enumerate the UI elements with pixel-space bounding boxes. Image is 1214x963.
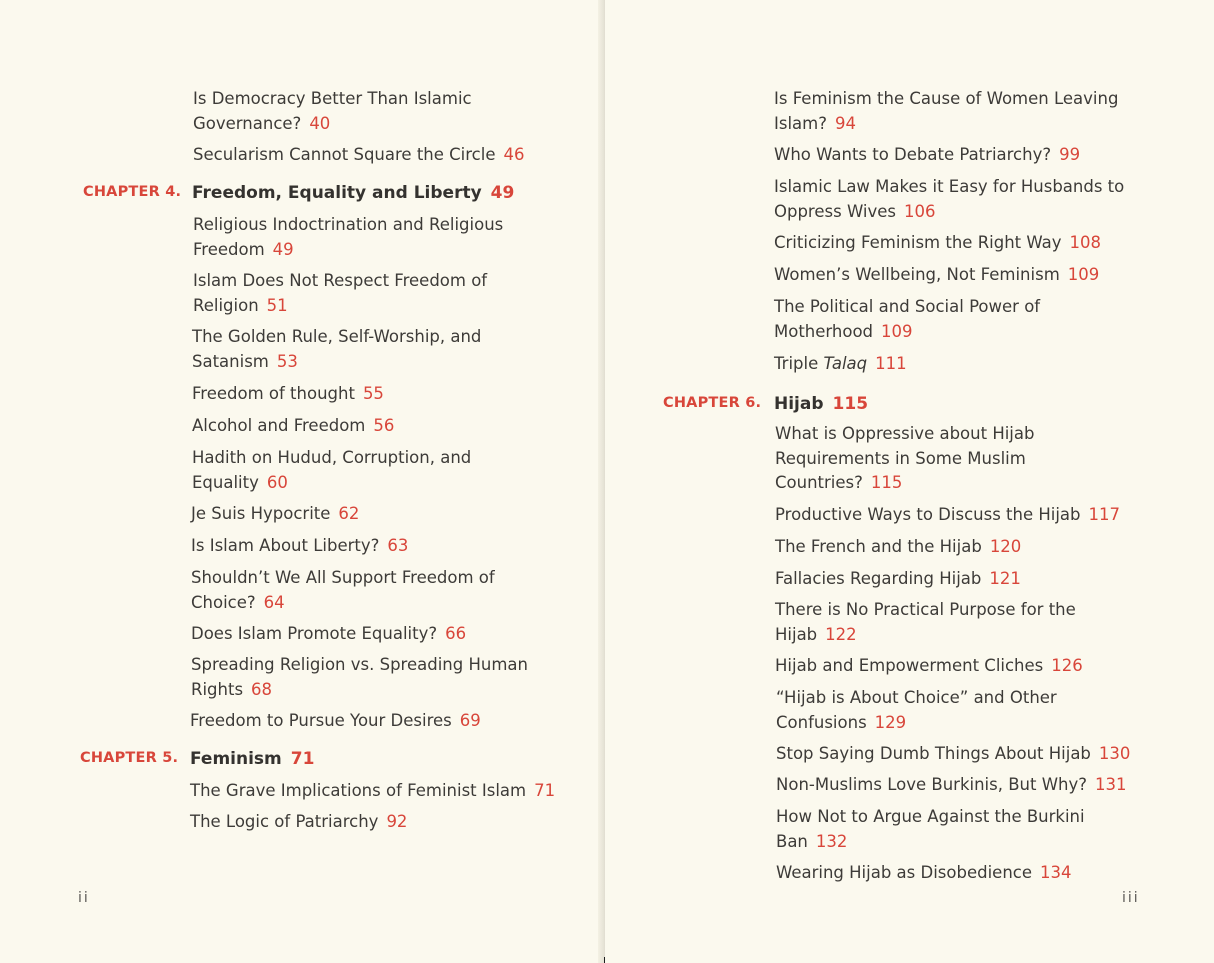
entry-page-number: 106 — [904, 201, 936, 221]
toc-entry — [774, 175, 1129, 224]
entry-title: Is Islam About Liberty? — [191, 536, 380, 555]
entry-title: Non-Muslims Love Burkinis, But Why? — [776, 775, 1087, 794]
entry-title: Women’s Wellbeing, Not Feminism — [774, 265, 1060, 284]
toc-entry — [190, 779, 590, 804]
entry-title: What is Oppressive about Hijab Requirements in Some Muslim Countries? — [775, 424, 1035, 492]
entry-page-number: 69 — [459, 711, 481, 730]
chapter-label: CHAPTER 5. — [80, 750, 179, 766]
toc-entry — [774, 87, 1124, 136]
toc-entry — [193, 87, 523, 136]
toc-entry — [191, 534, 551, 559]
toc-entry — [776, 805, 1096, 854]
entry-title: Secularism Cannot Square the Circle — [193, 145, 496, 164]
entry-title: Does Islam Promote Equality? — [191, 624, 438, 643]
entry-title: Who Wants to Debate Patriarchy? — [774, 145, 1052, 164]
chapter-page-number: 115 — [832, 394, 869, 414]
entry-title-prefix: Triple — [774, 354, 819, 373]
toc-entry — [775, 535, 1175, 560]
toc-entry — [775, 654, 1195, 679]
entry-page-number: 92 — [386, 812, 408, 831]
entry-title: Freedom of thought — [192, 384, 355, 403]
toc-entry — [192, 446, 492, 495]
entry-title: Wearing Hijab as Disobedience — [776, 863, 1033, 882]
entry-page-number: 46 — [503, 145, 525, 164]
toc-entry — [191, 566, 511, 615]
entry-page-number: 53 — [276, 351, 298, 371]
entry-title-italic: Talaq — [823, 354, 868, 373]
entry-page-number: 122 — [825, 624, 857, 644]
entry-title: Spreading Religion vs. Spreading Human Rights — [191, 655, 528, 699]
entry-page-number: 49 — [272, 239, 294, 259]
entry-page-number: 55 — [362, 384, 384, 403]
toc-entry — [193, 269, 503, 318]
entry-page-number: 68 — [251, 679, 273, 699]
entry-title: Islamic Law Makes it Easy for Husbands to Oppress Wives — [774, 177, 1125, 221]
toc-entry — [774, 231, 1174, 256]
toc-entry — [190, 810, 550, 835]
entry-page-number: 109 — [881, 321, 913, 341]
chapter-title — [774, 394, 868, 414]
left-page — [0, 0, 603, 963]
entry-title: Productive Ways to Discuss the Hijab — [775, 505, 1081, 524]
entry-title: Stop Saying Dumb Things About Hijab — [776, 744, 1091, 763]
toc-entry — [776, 773, 1206, 798]
entry-page-number: 40 — [309, 113, 331, 133]
chapter-title-text: Feminism — [190, 749, 282, 769]
chapter-title — [192, 183, 514, 203]
entry-title: There is No Practical Purpose for the Hijab — [775, 600, 1076, 644]
entry-title: Is Feminism the Cause of Women Leaving Islam? — [774, 89, 1119, 133]
toc-entry — [774, 143, 1154, 168]
entry-title: The Golden Rule, Self-Worship, and Satanism — [192, 327, 482, 371]
entry-title: The Political and Social Power of Motherhood — [774, 297, 1041, 341]
toc-entry — [192, 414, 552, 439]
toc-entry — [776, 861, 1196, 886]
toc-entry — [775, 422, 1075, 496]
entry-page-number: 64 — [263, 592, 285, 612]
entry-page-number: 109 — [1067, 265, 1100, 284]
entry-page-number: 120 — [989, 537, 1022, 556]
entry-page-number: 51 — [266, 295, 288, 315]
entry-page-number: 108 — [1069, 233, 1102, 252]
entry-page-number: 111 — [875, 354, 907, 373]
entry-title: How Not to Argue Against the Burkini Ban — [776, 807, 1085, 851]
entry-page-number: 94 — [835, 113, 856, 133]
entry-title: The Logic of Patriarchy — [190, 812, 379, 831]
entry-title: Islam Does Not Respect Freedom of Religion — [193, 271, 488, 315]
entry-page-number: 121 — [989, 569, 1021, 588]
entry-page-number: 131 — [1095, 775, 1127, 794]
entry-title: Je Suis Hypocrite — [191, 504, 331, 523]
entry-page-number: 115 — [870, 473, 903, 492]
entry-title: Freedom to Pursue Your Desires — [190, 711, 452, 730]
entry-page-number: 126 — [1051, 656, 1083, 675]
toc-entry — [193, 213, 523, 262]
toc-entry — [192, 325, 502, 374]
entry-title: Fallacies Regarding Hijab — [775, 569, 982, 588]
entry-title: The French and the Hijab — [775, 537, 982, 556]
entry-page-number: 134 — [1040, 863, 1072, 882]
chapter-title — [190, 749, 314, 769]
chapter-page-number: 49 — [490, 183, 515, 203]
page-number-footer: iii — [1122, 890, 1140, 906]
toc-entry — [191, 502, 551, 527]
page-number-footer: ii — [78, 890, 90, 906]
entry-title: Shouldn’t We All Support Freedom of Choice? — [191, 568, 495, 612]
entry-page-number: 130 — [1098, 744, 1131, 763]
chapter-label: CHAPTER 6. — [663, 395, 762, 411]
right-page — [605, 0, 1214, 963]
entry-title: Alcohol and Freedom — [192, 416, 366, 435]
toc-entry — [774, 263, 1174, 288]
entry-page-number: 62 — [338, 504, 360, 523]
entry-title: Is Democracy Better Than Islamic Governance? — [193, 89, 472, 133]
entry-page-number: 99 — [1059, 145, 1081, 164]
toc-entry — [776, 686, 1106, 735]
toc-entry — [190, 709, 550, 734]
entry-title: The Grave Implications of Feminist Islam — [190, 781, 527, 800]
toc-entry — [776, 742, 1206, 767]
entry-page-number: 129 — [874, 712, 907, 732]
entry-page-number: 71 — [534, 781, 556, 800]
entry-page-number: 132 — [815, 831, 848, 851]
entry-title: Criticizing Feminism the Right Way — [774, 233, 1062, 252]
chapter-label: CHAPTER 4. — [83, 184, 182, 200]
toc-entry — [192, 382, 552, 407]
entry-page-number: 117 — [1088, 505, 1121, 524]
toc-entry — [191, 653, 536, 702]
toc-entry — [193, 143, 553, 168]
toc-entry — [191, 622, 551, 647]
toc-entry — [775, 567, 1175, 592]
entry-title: Hijab and Empowerment Cliches — [775, 656, 1044, 675]
toc-entry — [775, 503, 1195, 528]
entry-page-number: 63 — [387, 536, 409, 555]
toc-entry — [774, 352, 1074, 377]
toc-entry — [775, 598, 1115, 647]
entry-page-number: 60 — [266, 472, 288, 492]
chapter-title-text: Hijab — [774, 394, 824, 414]
entry-title: Religious Indoctrination and Religious Freedom — [193, 215, 504, 259]
entry-title: “Hijab is About Choice” and Other Confusions — [776, 688, 1057, 732]
chapter-page-number: 71 — [290, 749, 315, 769]
toc-entry — [774, 295, 1074, 344]
entry-page-number: 66 — [445, 624, 467, 643]
entry-page-number: 56 — [373, 416, 395, 435]
chapter-title-text: Freedom, Equality and Liberty — [192, 183, 482, 203]
entry-title: Hadith on Hudud, Corruption, and Equality — [192, 448, 472, 492]
